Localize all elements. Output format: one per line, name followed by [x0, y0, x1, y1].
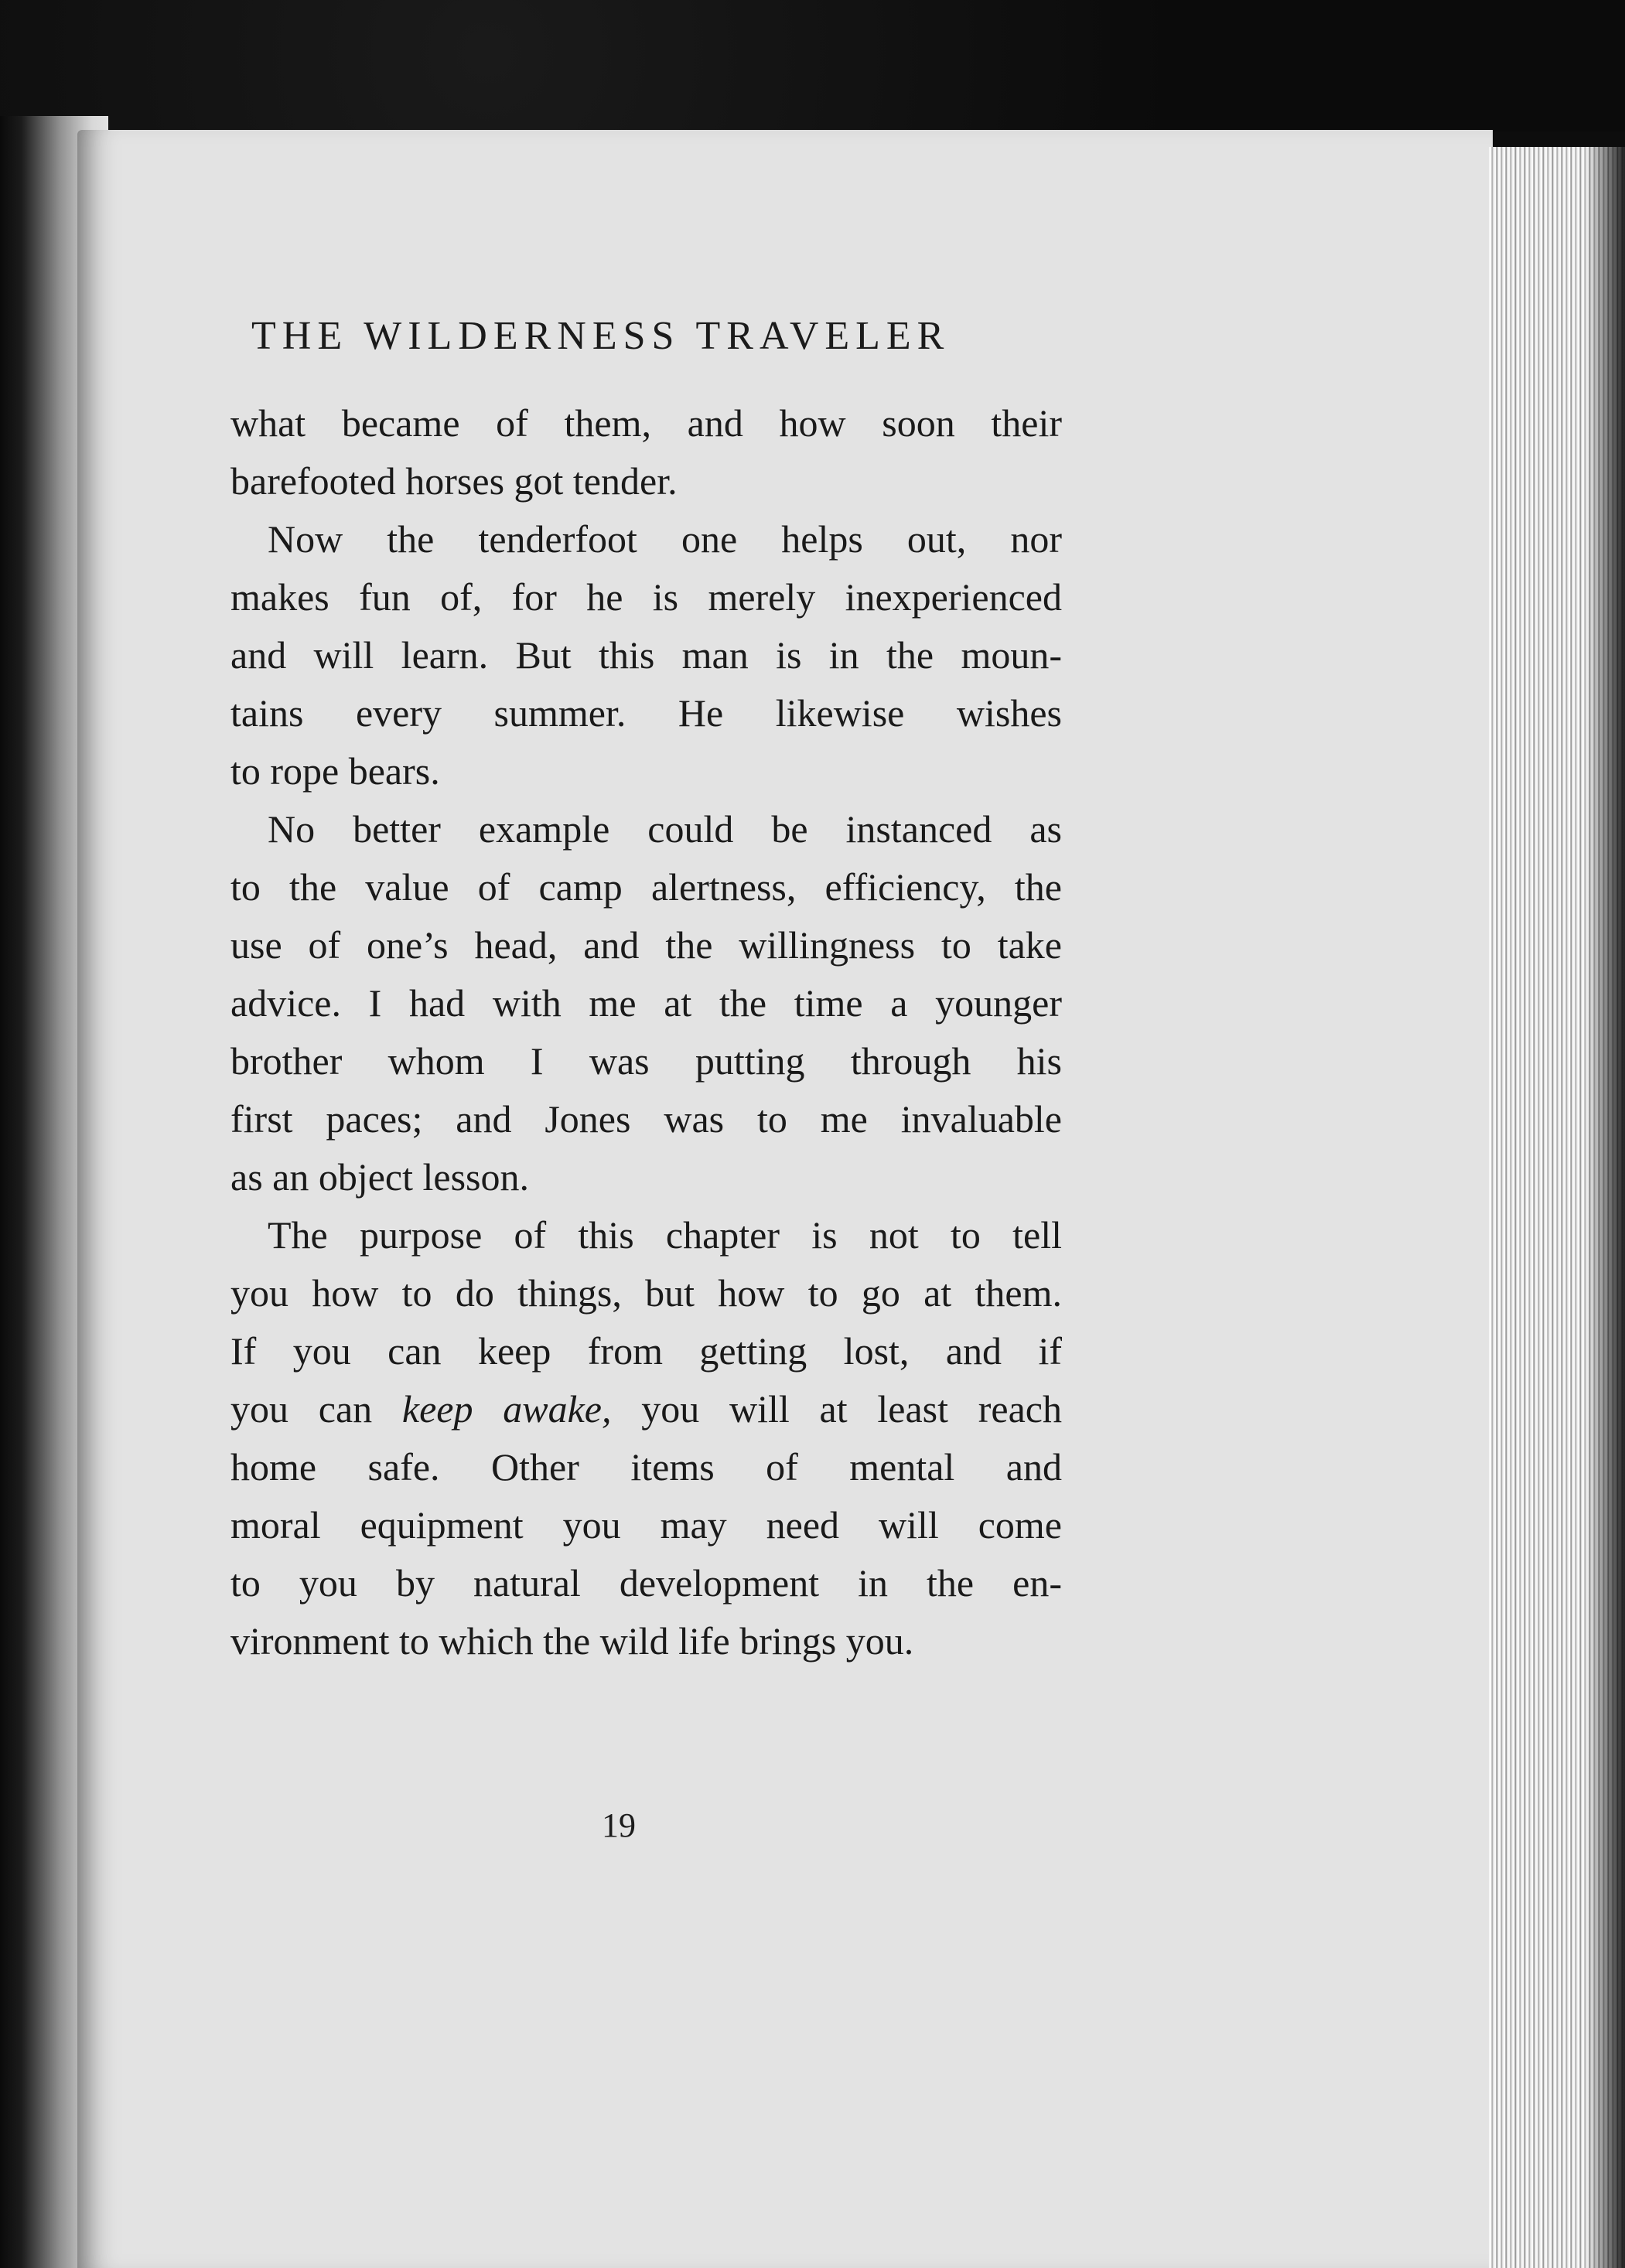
page-number: 19	[602, 1806, 636, 1844]
text-line: moral equipment you may need will come	[230, 1503, 1062, 1547]
text-line: If you can keep from getting lost, and if	[230, 1329, 1062, 1373]
text-line: barefooted horses got tender.	[230, 459, 678, 503]
text-line: and will learn. But this man is in the moun-	[230, 633, 1062, 677]
text-line: brother whom I was putting through his	[230, 1039, 1062, 1083]
scan-background	[0, 0, 1625, 131]
text-line: No better example could be instanced as	[268, 807, 1062, 851]
paragraph	[230, 1206, 1062, 1670]
text-line: to the value of camp alertness, efficiency, the	[230, 865, 1062, 909]
page-edge-shadow	[1586, 147, 1625, 2268]
text-line: you how to do things, but how to go at them.	[230, 1271, 1062, 1315]
running-head: THE WILDERNESS TRAVELER	[251, 314, 951, 358]
text-line: first paces; and Jones was to me invaluable	[230, 1097, 1062, 1141]
text-line: makes fun of, for he is merely inexperienced	[230, 575, 1062, 619]
show-through-text	[1091, 831, 1230, 884]
text-line: Now the tenderfoot one helps out, nor	[268, 517, 1062, 561]
text-line: to you by natural development in the en-	[230, 1561, 1062, 1605]
text-line: use of one’s head, and the willingness to take	[230, 923, 1062, 967]
paragraph	[230, 394, 1062, 510]
text-line: The purpose of this chapter is not to tell	[268, 1213, 1062, 1257]
paragraph	[230, 510, 1062, 800]
italic-emphasis: keep awake,	[401, 1387, 612, 1431]
paragraph	[230, 800, 1062, 1206]
text-line: home safe. Other items of mental and	[230, 1445, 1062, 1489]
text-line: you can keep awake, you will at least reach	[230, 1387, 1062, 1431]
body-text	[230, 394, 1062, 1670]
text-line: vironment to which the wild life brings you.	[230, 1619, 914, 1663]
text-line: what became of them, and how soon their	[230, 401, 1062, 445]
text-line: as an object lesson.	[230, 1155, 530, 1199]
text-line: tains every summer. He likewise wishes	[230, 691, 1062, 735]
text-line: advice. I had with me at the time a younger	[230, 981, 1062, 1025]
text-line: to rope bears.	[230, 749, 440, 793]
